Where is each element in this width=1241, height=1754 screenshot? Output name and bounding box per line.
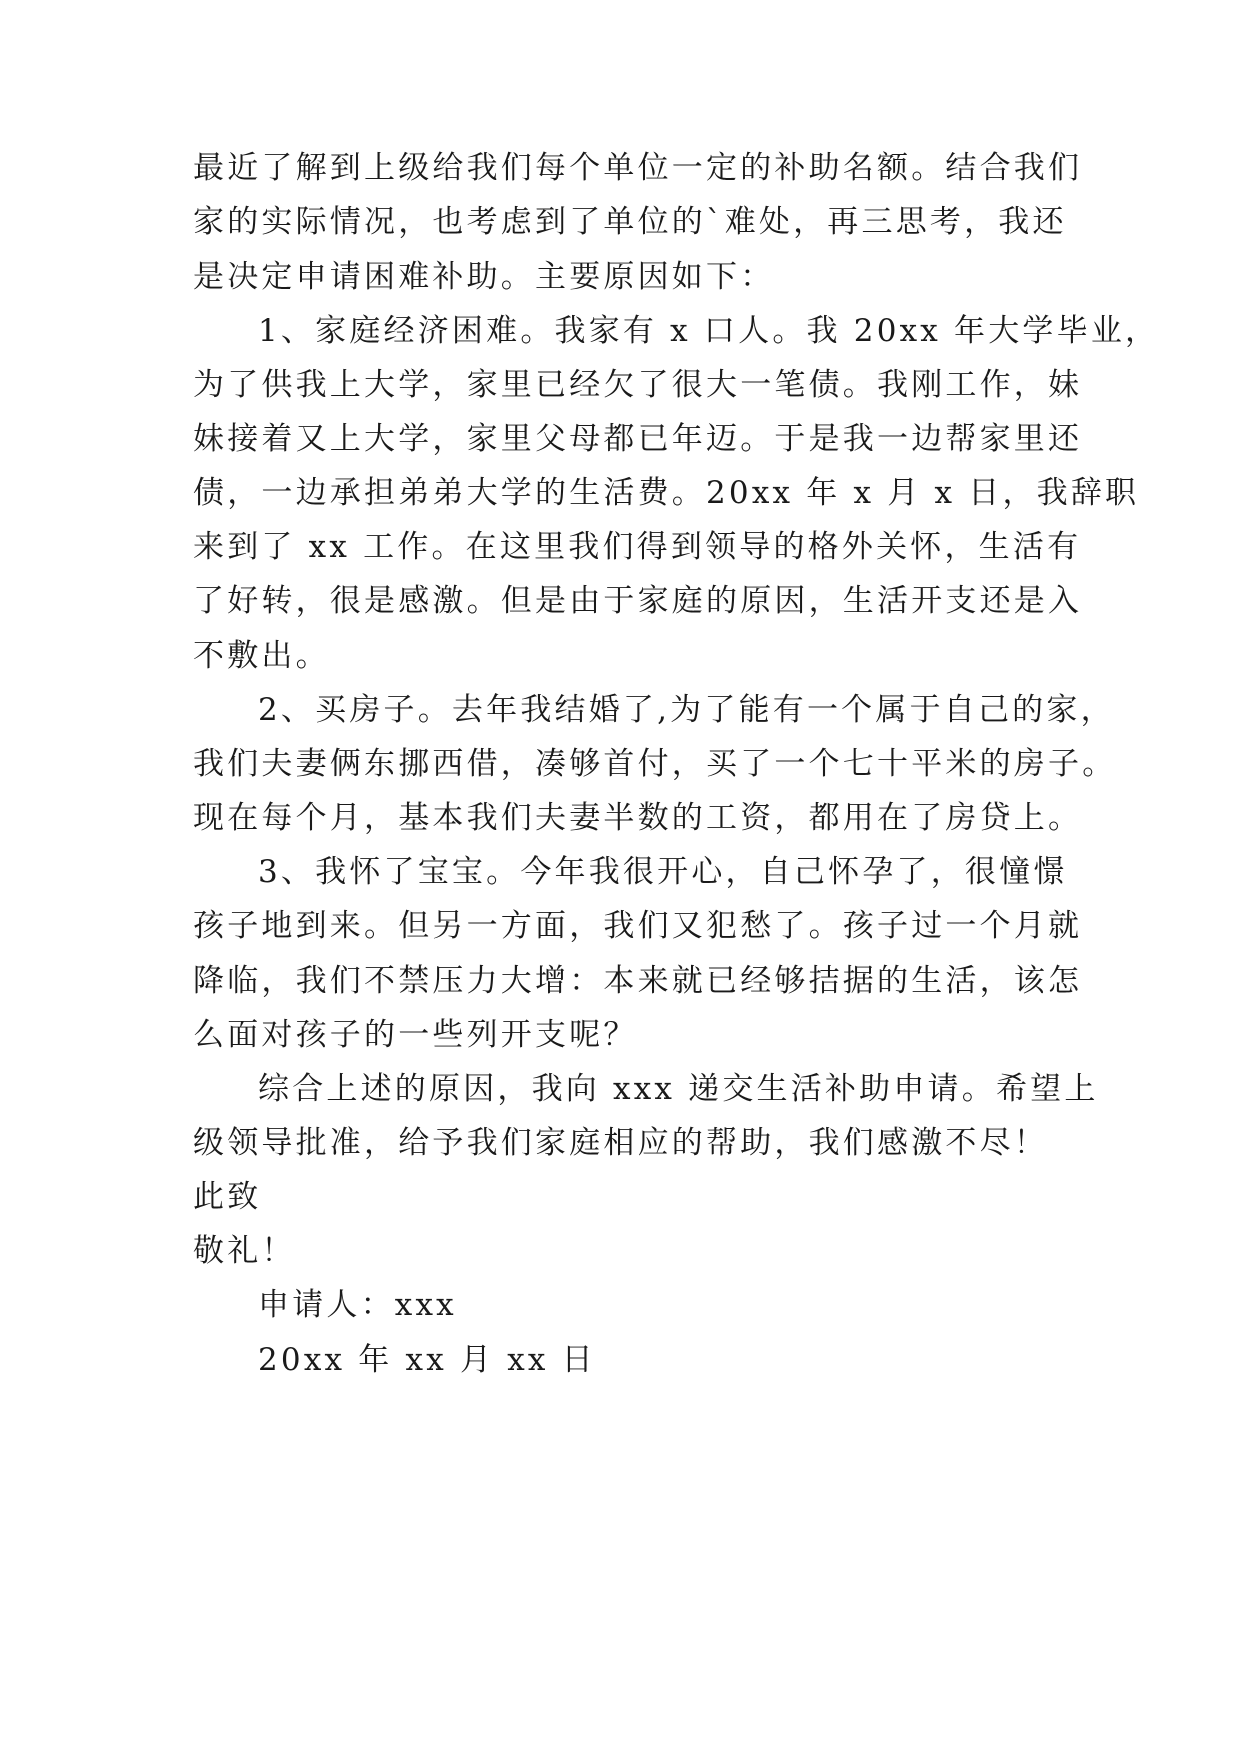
text-line: 债，一边承担弟弟大学的生活费。20xx 年 x 月 x 日，我辞职 bbox=[193, 475, 1140, 511]
applicant-name: 申请人：xxx bbox=[258, 1287, 457, 1323]
paragraph-3-start: 3、我怀了宝宝。今年我很开心，自己怀孕了，很憧憬 bbox=[258, 854, 1068, 890]
text-line: 最近了解到上级给我们每个单位一定的补助名额。结合我们 bbox=[193, 150, 1083, 186]
text-line: 我们夫妻俩东挪西借，凑够首付，买了一个七十平米的房子。 bbox=[193, 746, 1117, 782]
text-line: 妹接着又上大学，家里父母都已年迈。于是我一边帮家里还 bbox=[193, 421, 1083, 457]
text-line: 来到了 xx 工作。在这里我们得到领导的格外关怀，生活有 bbox=[193, 529, 1082, 565]
text-line: 降临，我们不禁压力大增：本来就已经够拮据的生活，该怎 bbox=[193, 963, 1083, 999]
text-line: 孩子地到来。但另一方面，我们又犯愁了。孩子过一个月就 bbox=[193, 908, 1083, 944]
text-line: 了好转，很是感激。但是由于家庭的原因，生活开支还是入 bbox=[193, 583, 1083, 619]
paragraph-4-start: 综合上述的原因，我向 xxx 递交生活补助申请。希望上 bbox=[258, 1071, 1099, 1107]
text-line: 么面对孩子的一些列开支呢？ bbox=[193, 1017, 638, 1053]
paragraph-2-start: 2、买房子。去年我结婚了,为了能有一个属于自己的家， bbox=[258, 692, 1115, 728]
text-line: 级领导批准，给予我们家庭相应的帮助，我们感激不尽！ bbox=[193, 1125, 1048, 1161]
closing-salutation: 此致 bbox=[193, 1179, 262, 1215]
paragraph-1-start: 1、家庭经济困难。我家有 x 口人。我 20xx 年大学毕业， bbox=[258, 313, 1160, 349]
text-line: 不敷出。 bbox=[193, 638, 330, 674]
text-line: 为了供我上大学，家里已经欠了很大一笔债。我刚工作，妹 bbox=[193, 367, 1083, 403]
text-line: 家的实际情况，也考虑到了单位的`难处，再三思考，我还 bbox=[193, 204, 1067, 240]
application-date: 20xx 年 xx 月 xx 日 bbox=[258, 1342, 596, 1378]
text-line: 是决定申请困难补助。主要原因如下： bbox=[193, 259, 775, 295]
closing-regards: 敬礼！ bbox=[193, 1233, 296, 1269]
text-line: 现在每个月，基本我们夫妻半数的工资，都用在了房贷上。 bbox=[193, 800, 1083, 836]
